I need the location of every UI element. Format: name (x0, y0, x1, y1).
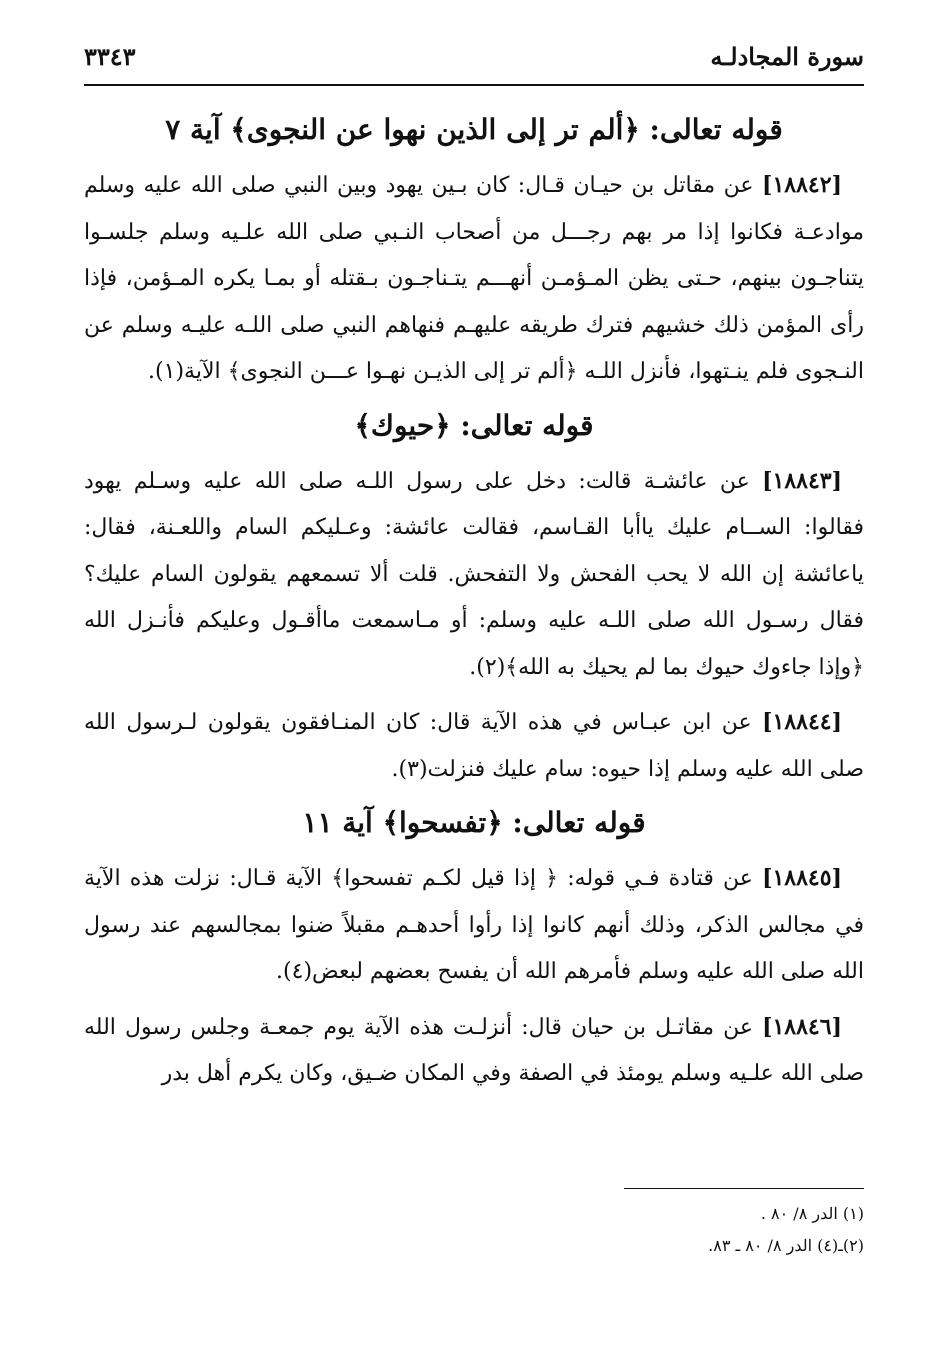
footnote-rule (624, 1188, 864, 1189)
page-header (84, 38, 864, 84)
hadith-paragraph (84, 699, 864, 793)
hadith-number: [١٨٨٤٣] (762, 467, 843, 494)
hadith-number: [١٨٨٤٢] (762, 172, 842, 198)
surah-title: سورة المجادلـه (710, 42, 864, 71)
footnote: (٢)ـ(٤) الدر ٨/ ٨٠ ـ ٨٣. (708, 1236, 864, 1255)
section-heading: قوله تعالى: ﴿حيوك﴾ (354, 408, 594, 442)
hadith-text: عن مقاتل بن حيـان قـال: كان بـين يهود وبين النبي صلى الله عليه وسلم موادعـة فكانوا إذا مر بهم رجـــل من أصحاب النـبي صلى الله علـيه وسلم جلسـوا يتناجـون بينهم، حـتى يظن المـؤمـن أنهـــم يتـناجـون بـقتله أو بمـا يكره المـؤمن، فإذا رأى المؤمن ذلك خشيهم فترك طريقه عليهـم فنهاهم النبي صلى اللـه عليـه وسلم عن النـجوى فلم ينـتهوا، فأنزل اللـه ﴿ألم تر إلى الذيـن نهـوا عـــن النجوى﴾ الآية(١). (84, 173, 864, 384)
hadith-text: عن ابن عبـاس في هذه الآية قال: كان المنـافقون يقولون لـرسول الله صلى الله عليه وسلم إذا حيوه: سام عليك فنزلت(٣). (84, 710, 864, 782)
footnote: (١) الدر ٨/ ٨٠ . (760, 1204, 864, 1223)
page-number: ٣٣٤٣ (84, 42, 136, 71)
hadith-number: [١٨٨٤٥] (762, 865, 842, 891)
main-content (84, 108, 864, 1106)
header-rule (84, 84, 864, 86)
hadith-text: عن عائشـة قالت: دخل على رسول اللـه صلى الله عليه وسـلم يهود فقالوا: الســام عليك ياأبا القـاسم، فقالت عائشة: وعـليكم السام واللعـنة، فقال: ياعائشة إن الله لا يحب الفحش ولا التفحش. قلت ألا تسمعهم يقولون السام عليك؟ فقال رسـول الله صلى اللـه عليه وسلم: أو مـاسمعت ماأقـول وعليكم فأنـزل الله ﴿وإذا جاءوك حيوك بما لم يحيك به الله﴾(٢). (84, 468, 864, 680)
section-heading: قوله تعالى: ﴿تفسحوا﴾ آية ١١ (302, 806, 646, 839)
hadith-number: [١٨٨٤٦] (762, 1013, 842, 1040)
section-heading: قوله تعالى: ﴿ألم تر إلى الذين نهوا عن النجوى﴾ آية ٧ (165, 113, 783, 146)
hadith-number: [١٨٨٤٤] (762, 709, 843, 735)
hadith-paragraph (84, 162, 864, 396)
hadith-paragraph (84, 855, 864, 996)
hadith-text: عن قتادة فـي قوله: ﴿ إذا قيل لكـم تفسحوا﴾ الآية قـال: نزلت هذه الآية في مجالس الذكر، وذلك أنهم كانوا إذا رأوا أحدهـم مقبلاً ضنوا بمجالسهم عند رسول الله صلى الله عليه وسلم فأمرهم الله أن يفسح بعضهم لبعض(٤). (84, 866, 864, 984)
hadith-paragraph (84, 458, 864, 692)
footnotes (84, 1198, 864, 1262)
hadith-text: عن مقاتـل بن حيان قال: أنزلـت هذه الآية يوم جمعـة وجلس رسول الله صلى الله علـيه وسلم يومئذ في الصفة وفي المكان ضـيق، وكان يكرم أهل بدر (84, 1014, 864, 1086)
hadith-paragraph (84, 1004, 864, 1098)
